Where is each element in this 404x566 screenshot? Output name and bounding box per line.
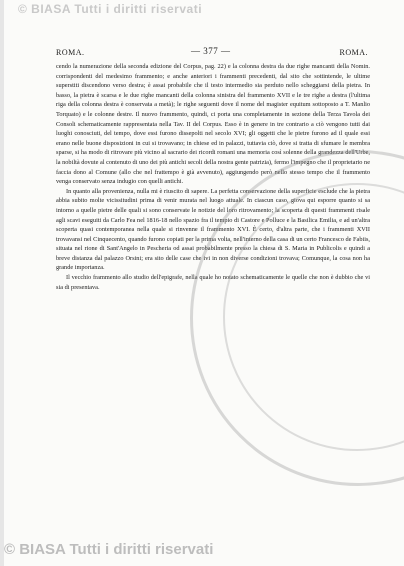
header-right: ROMA.: [339, 48, 368, 57]
header-left: ROMA.: [56, 48, 85, 57]
running-header: [56, 48, 368, 62]
paragraph-3: Il vecchio frammento allo studio dell'epigrafe, nella quale ho notato schematicamente le quelle che non è dubbio che vi sia di presentava.: [56, 274, 370, 291]
paragraph-1: cendo la numerazione della seconda edizione del Corpus, pag. 22) e la colonna destra da due righe mancanti della Nomin. corrispondenti del medesimo frammento; e anche anteriori i frammenti precedenti, dal sito che sottintende, le ultime superstiti discendono verso destra; è assai probabile che il testo intermedio sia perduto nello scheggiarsi della pietra. In basso, la pietra è scarsa e le due righe mancanti della colonna sinistra del frammento XVII e le tre righe a destra (l'ultima riga della colonna destra è conservata a metà); le righe seguenti dove il nome del magister equitum sottoposto a T. Manlio Torquato) e le colonne destre. Il nuovo frammento, quindi, ci porta una completamente in sezione della Terza Tavola dei Consoli schematicamente rappresentata nella Tav. II del Corpus. Esso è in genere in tre contrario a ciò vengono tutti dai luoghi conosciuti, del tempo, dove essi furono dissepolti nel secolo XVI; gli oggetti che le pietre furono ad il quale essi erano nelle buone disposizioni in cui si trovavano; in chiese ed in palazzi, tuttavia ciò, dove si tratta di sfumare le membra sparse, si ha modo di ritrovare più vicino al sacrario dei ricordi romani una memoria così solenne della grandezza dell'Urbe, la nobiltà dovute al contenuto di uno dei più antichi secoli della nostra gente patrizia), fermo l'impegno che il proprietario ne faccia dono al Comune (allo che nel frattempo è già avvenuto), aggiungendo però nello stesso tempo che il frammento venga conservato senza indugio con quelli antichi.: [56, 63, 370, 186]
page-edge: [0, 0, 4, 566]
page-number: — 377 —: [191, 46, 231, 56]
top-watermark: © BIASA Tutti i diritti riservati: [18, 2, 203, 16]
body-text: [56, 62, 370, 292]
bottom-watermark: © BIASA Tutti i diritti riservati: [4, 541, 214, 558]
paragraph-2: In quanto alla provenienza, nulla mi è riuscito di sapere. La perfetta conservazione della superficie esclude che la pietra abbia subito molte vicissitudini prima di venir murata nel luogo attuale. In ciascun caso, giova qui esporre quanto si sa intorno a quelle pietre delle quali si sono conservate le notizie del loro ritrovamento; la scoperta di questi frammenti risale agli scavi eseguiti da Carlo Fea nel 1816-18 nello spazio fra il tempio di Castore e Polluce e la Basilica Emilia, e ad un'altra scoperta quasi contemporanea nella quale si rinvenne il frammento XVI. È certo, d'altra parte, che i frammenti XVII trovavansi nel Cinquecento, quando furono copiati per la prima volta, nell'interno della casa di un certo Francesco de Fabiis, situata nel rione di Sant'Angelo in Pescheria od assai probabilmente presso la chiesa di S. Maria in Publicolis e quindi a breve distanza dal palazzo Orsini; era sito delle case che ivi in non diverse condizioni trovava; Comunque, la cosa non ha grande importanza.: [56, 187, 370, 272]
